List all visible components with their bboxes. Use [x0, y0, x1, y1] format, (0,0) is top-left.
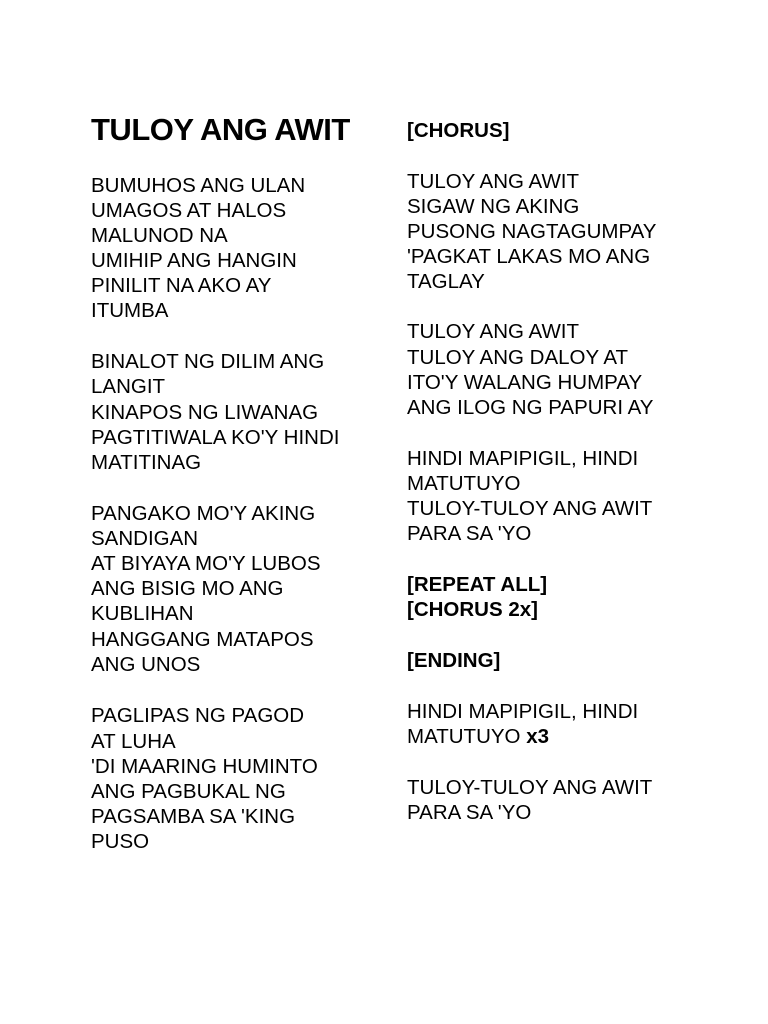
lyric-line: ITUMBA	[91, 299, 169, 322]
lyric-line: TULOY ANG AWIT	[407, 170, 580, 193]
lyric-line: UMIHIP ANG HANGIN	[91, 249, 297, 272]
lyric-line: LANGIT	[91, 375, 166, 398]
lyric-line: PINILIT NA AKO AY	[91, 274, 272, 297]
lyric-line: PAGSAMBA SA 'KING	[91, 805, 296, 828]
lyric-line: ANG PAGBUKAL NG	[91, 780, 286, 803]
lyric-line: TAGLAY	[407, 270, 485, 293]
lyric-line: SANDIGAN	[91, 527, 199, 550]
lyric-line: TULOY-TULOY ANG AWIT	[407, 497, 653, 520]
lyric-line: PUSONG NAGTAGUMPAY	[407, 220, 657, 243]
lyric-line: MATUTUYO	[407, 472, 521, 495]
lyric-line: AT BIYAYA MO'Y LUBOS	[91, 552, 321, 575]
lyric-line: ITO'Y WALANG HUMPAY	[407, 371, 643, 394]
lyric-line: PAGLIPAS NG PAGOD	[91, 704, 305, 727]
lyric-line: ANG UNOS	[91, 653, 201, 676]
repeat-count: x3	[526, 725, 550, 748]
lyric-line	[407, 724, 549, 749]
ending-marker: [ENDING]	[407, 649, 501, 672]
lyric-line: PARA SA 'YO	[407, 522, 532, 545]
lyric-line: PANGAKO MO'Y AKING	[91, 502, 316, 525]
lyric-line: KUBLIHAN	[91, 602, 194, 625]
lyric-line: TULOY-TULOY ANG AWIT	[407, 776, 653, 799]
lyric-line: HINDI MAPIPIGIL, HINDI	[407, 447, 639, 470]
lyric-line: KINAPOS NG LIWANAG	[91, 401, 319, 424]
chorus-2x-marker: [CHORUS 2x]	[407, 598, 538, 621]
lyric-line: AT LUHA	[91, 730, 176, 753]
lyric-line: TULOY ANG AWIT	[407, 320, 580, 343]
lyric-line: BINALOT NG DILIM ANG	[91, 350, 325, 373]
lyric-line: MATITINAG	[91, 451, 202, 474]
repeat-all-marker: [REPEAT ALL]	[407, 573, 548, 596]
lyric-line: BUMUHOS ANG ULAN	[91, 174, 306, 197]
lyric-line: PARA SA 'YO	[407, 801, 532, 824]
lyric-line: ANG ILOG NG PAPURI AY	[407, 396, 654, 419]
lyric-line: MALUNOD NA	[91, 224, 228, 247]
lyric-line: PUSO	[91, 830, 150, 853]
lyric-line: 'DI MAARING HUMINTO	[91, 755, 318, 778]
lyric-line: TULOY ANG DALOY AT	[407, 346, 629, 369]
lyric-line: ANG BISIG MO ANG	[91, 577, 284, 600]
lyric-line: PAGTITIWALA KO'Y HINDI	[91, 426, 340, 449]
lyric-line: UMAGOS AT HALOS	[91, 199, 287, 222]
lyric-line: HINDI MAPIPIGIL, HINDI	[407, 700, 639, 723]
lyric-line: HANGGANG MATAPOS	[91, 628, 314, 651]
lyric-line: 'PAGKAT LAKAS MO ANG	[407, 245, 651, 268]
lyric-line: SIGAW NG AKING	[407, 195, 580, 218]
lyric-text: MATUTUYO	[407, 725, 521, 748]
song-title: TULOY ANG AWIT	[91, 112, 350, 147]
chorus-marker: [CHORUS]	[407, 119, 510, 142]
